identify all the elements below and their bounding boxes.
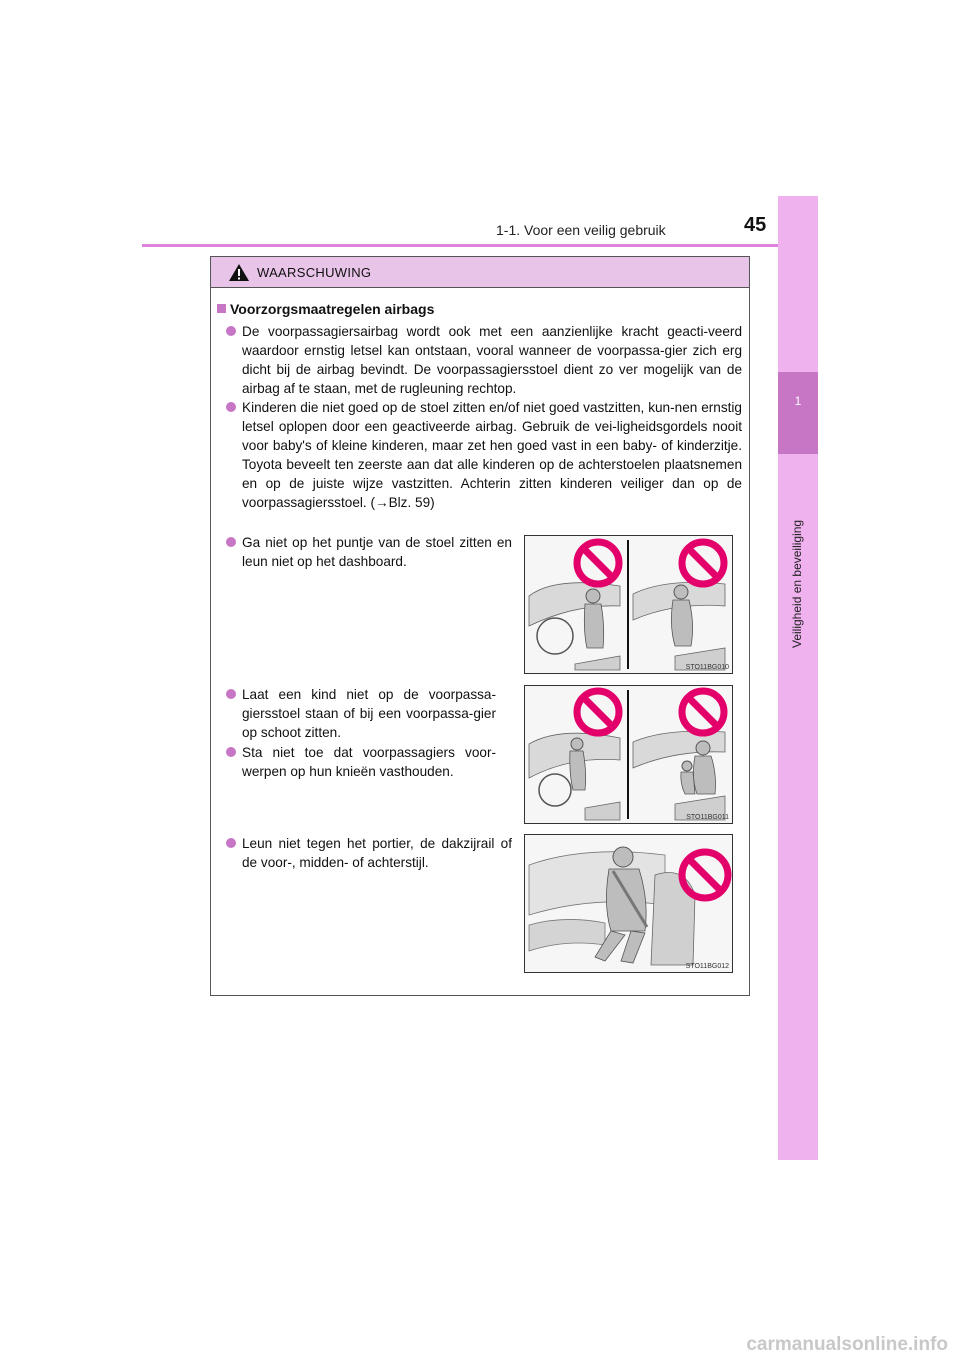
- section-title: 1-1. Voor een veilig gebruik: [496, 222, 666, 238]
- bullet-dot-icon: [226, 747, 236, 757]
- warning-header: [211, 257, 749, 288]
- image-code: STO11BG011: [686, 814, 729, 821]
- list-item: Kinderen die niet goed op de stoel zitten en/of niet goed vastzitten, kun-nen ernstig letsel oplopen door een geactiveerde airbag. Gebruik de vei-ligheidsgordels nooit voor baby's of kleine kinderen, maar zet hen goed vast in een baby- of kinderzitje. Toyota beveelt ten zeerste aan dat alle kinderen op de achterstoelen plaatsnemen en op de juiste wijze vastzitten. Achterin zitten kinderen veiliger dan op de voorpassagiersstoel. (→Blz. 59): [242, 398, 742, 512]
- chapter-side-tab: [778, 196, 818, 1160]
- warning-box: [210, 256, 750, 996]
- page-number: 45: [744, 214, 767, 236]
- list-item: Laat een kind niet op de voorpassa-giersstoel staan of bij een voorpassa-gier op schoot zitten.: [242, 685, 496, 742]
- square-bullet-icon: [217, 304, 226, 313]
- warning-triangle-icon: [228, 263, 250, 282]
- section-heading: Voorzorgsmaatregelen airbags: [217, 301, 434, 317]
- footer: [0, 1330, 960, 1358]
- header-divider: [142, 244, 818, 247]
- warning-label: WAARSCHUWING: [257, 265, 372, 280]
- bullet-dot-icon: [226, 402, 236, 412]
- illustration-leaning-on-dashboard: [524, 535, 733, 674]
- list-item: Sta niet toe dat voorpassagiers voor-werpen op hun knieën vasthouden.: [242, 743, 496, 781]
- illustration-child-on-front-seat: [524, 685, 733, 824]
- image-code: STO11BG012: [685, 963, 729, 970]
- image-code: STO11BG010: [685, 664, 729, 671]
- list-item: Ga niet op het puntje van de stoel zitten en leun niet op het dashboard.: [242, 533, 512, 571]
- list-item: Leun niet tegen het portier, de dakzijrail of de voor-, midden- of achterstijl.: [242, 834, 512, 872]
- bullet-dot-icon: [226, 326, 236, 336]
- chapter-title: Veiligheid en beveiliging: [790, 519, 804, 649]
- bullet-dot-icon: [226, 689, 236, 699]
- bullet-dot-icon: [226, 838, 236, 848]
- list-item: De voorpassagiersairbag wordt ook met een aanzienlijke kracht geacti-veerd waardoor ernstig letsel kan ontstaan, vooral wanneer de voorpassa-gier zich erg dicht bij de airbag bevindt. De voorpassagiersstoel dient zo ver mogelijk van de airbag af te staan, met de rugleuning rechtop.: [242, 322, 742, 398]
- bullet-dot-icon: [226, 537, 236, 547]
- watermark: carmanualsonline.info: [746, 1334, 948, 1355]
- chapter-number: 1: [794, 394, 802, 408]
- chapter-number-block: [778, 372, 818, 454]
- illustration-leaning-on-door: [524, 834, 733, 973]
